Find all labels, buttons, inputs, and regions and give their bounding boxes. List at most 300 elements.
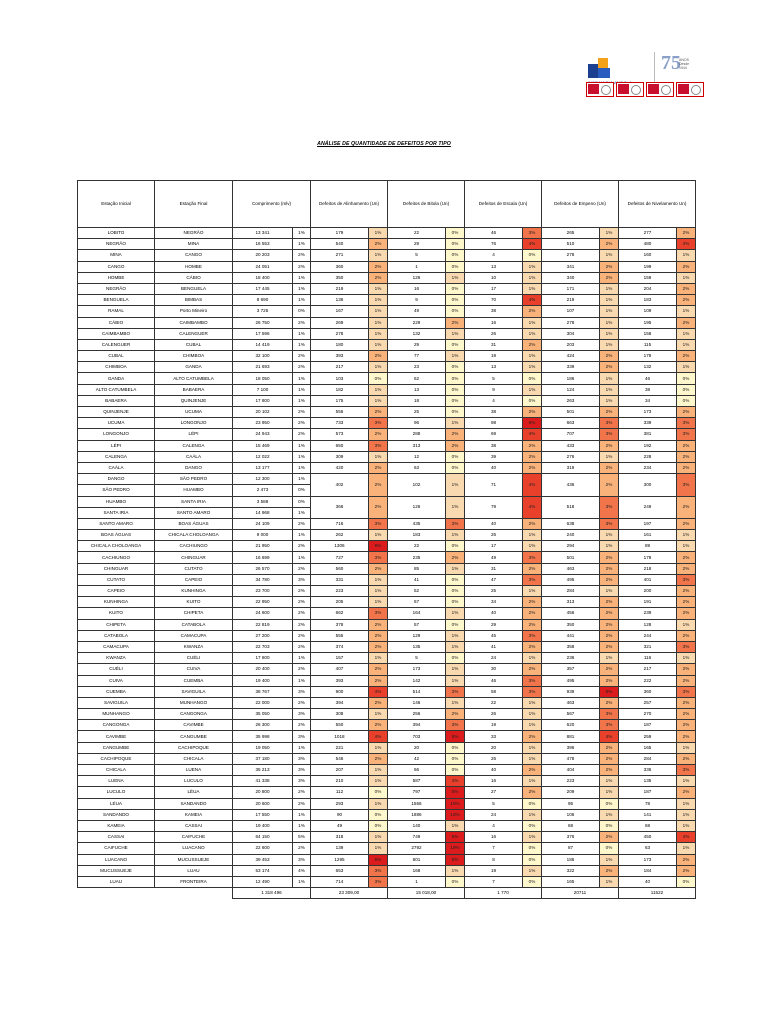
cell-alignment-pct: 0% bbox=[369, 373, 388, 384]
totals-spacer bbox=[155, 888, 233, 899]
table-row bbox=[78, 820, 696, 831]
cell-warp: 186 bbox=[542, 373, 600, 384]
cell-warp-pct: 1% bbox=[600, 653, 619, 664]
cell-gauge: 749 bbox=[388, 832, 446, 843]
cell-gauge-pct: 0% bbox=[446, 250, 465, 261]
cell-gauge: 173 bbox=[388, 664, 446, 675]
cell-start-station: DANGO bbox=[78, 474, 155, 485]
cell-alignment-pct: 2% bbox=[369, 619, 388, 630]
cell-scale-pct: 1% bbox=[523, 362, 542, 373]
cell-gauge: 41 bbox=[388, 574, 446, 585]
cell-length: 17 596 bbox=[233, 328, 293, 339]
table-row bbox=[78, 328, 696, 339]
cell-level-pct: 0% bbox=[677, 384, 696, 395]
cell-level: 228 bbox=[619, 451, 677, 462]
cell-level: 300 bbox=[619, 474, 677, 496]
cell-scale-pct: 4% bbox=[523, 496, 542, 518]
cell-length: 17 800 bbox=[233, 395, 293, 406]
cell-warp-pct: 1% bbox=[600, 306, 619, 317]
cell-length-pct: 2% bbox=[293, 697, 311, 708]
cell-length-pct: 1% bbox=[293, 809, 311, 820]
cell-scale: 31 bbox=[465, 563, 523, 574]
table-row bbox=[78, 541, 696, 552]
cell-length-pct: 1% bbox=[293, 820, 311, 831]
cell-end-station: SAVIGUILA bbox=[155, 686, 233, 697]
cell-gauge: 313 bbox=[388, 440, 446, 451]
cell-level: 141 bbox=[619, 809, 677, 820]
cell-alignment: 331 bbox=[311, 574, 369, 585]
cell-end-station: CATABOLA bbox=[155, 619, 233, 630]
cell-scale-pct: 2% bbox=[523, 407, 542, 418]
cell-start-station: NEGRÃO bbox=[78, 239, 155, 250]
cell-end-station: CANGUMBE bbox=[155, 731, 233, 742]
cell-scale: 40 bbox=[465, 608, 523, 619]
cell-alignment: 420 bbox=[311, 462, 369, 473]
cell-level-pct: 2% bbox=[677, 787, 696, 798]
cell-alignment: 360 bbox=[311, 261, 369, 272]
cell-gauge: 23 bbox=[388, 362, 446, 373]
cell-length: 8 690 bbox=[233, 295, 293, 306]
cell-length-pct: 1% bbox=[293, 373, 311, 384]
cell-scale: 24 bbox=[465, 653, 523, 664]
cell-alignment-pct: 1% bbox=[369, 250, 388, 261]
cell-end-station: CALENGA bbox=[155, 440, 233, 451]
cell-scale-pct: 0% bbox=[523, 250, 542, 261]
cell-warp: 263 bbox=[542, 395, 600, 406]
cell-length-pct: 2% bbox=[293, 787, 311, 798]
table-row bbox=[78, 462, 696, 473]
cell-start-station: LUCULO bbox=[78, 787, 155, 798]
cell-start-station: MINA bbox=[78, 250, 155, 261]
cell-gauge-pct: 2% bbox=[446, 552, 465, 563]
cell-warp: 663 bbox=[542, 418, 600, 429]
cell-warp: 341 bbox=[542, 261, 600, 272]
cell-length-pct: 2% bbox=[293, 563, 311, 574]
cell-alignment-pct: 1% bbox=[369, 798, 388, 809]
cell-level-pct: 1% bbox=[677, 776, 696, 787]
cell-end-station: CAIMBAMBO bbox=[155, 317, 233, 328]
cell-gauge: 5 bbox=[388, 250, 446, 261]
cell-warp-pct: 2% bbox=[600, 552, 619, 563]
cell-alignment-pct: 2% bbox=[369, 641, 388, 652]
cell-start-station: GANDA bbox=[78, 373, 155, 384]
cell-length-pct: 1% bbox=[293, 295, 311, 306]
cell-alignment-pct: 1% bbox=[369, 362, 388, 373]
cell-gauge: 132 bbox=[388, 328, 446, 339]
total-value: 15 018,00 bbox=[388, 888, 465, 899]
cell-scale-pct: 2% bbox=[523, 597, 542, 608]
cell-length: 15 469 bbox=[233, 440, 293, 451]
cell-gauge: 235 bbox=[388, 552, 446, 563]
cell-scale-pct: 2% bbox=[523, 641, 542, 652]
cell-scale: 8 bbox=[465, 854, 523, 865]
cell-start-station: LÉPI bbox=[78, 440, 155, 451]
cell-scale-pct: 3% bbox=[523, 552, 542, 563]
cell-scale: 31 bbox=[465, 339, 523, 350]
table-row bbox=[78, 362, 696, 373]
cell-alignment: 112 bbox=[311, 787, 369, 798]
cell-alignment: 1306 bbox=[311, 541, 369, 552]
cell-scale: 10 bbox=[465, 272, 523, 283]
cell-end-station: CAVIMBE bbox=[155, 720, 233, 731]
table-row bbox=[78, 440, 696, 451]
cell-level-pct: 4% bbox=[677, 832, 696, 843]
cell-end-station: CANGONGA bbox=[155, 709, 233, 720]
cell-level-pct: 3% bbox=[677, 474, 696, 496]
cell-scale: 49 bbox=[465, 552, 523, 563]
cell-scale-pct: 1% bbox=[523, 272, 542, 283]
cell-gauge-pct: 5% bbox=[446, 832, 465, 843]
cell-level: 165 bbox=[619, 742, 677, 753]
cell-gauge: 77 bbox=[388, 351, 446, 362]
cell-length-pct: 3% bbox=[293, 686, 311, 697]
cell-warp: 276 bbox=[542, 451, 600, 462]
cell-end-station: CHINGUAR bbox=[155, 552, 233, 563]
cell-alignment: 393 bbox=[311, 351, 369, 362]
cell-level: 192 bbox=[619, 440, 677, 451]
cell-warp: 223 bbox=[542, 776, 600, 787]
cell-scale: 9 bbox=[465, 384, 523, 395]
cell-start-station: SANTO AMARO bbox=[78, 518, 155, 529]
cell-scale: 47 bbox=[465, 574, 523, 585]
cell-scale: 7 bbox=[465, 876, 523, 887]
cell-scale-pct: 1% bbox=[523, 530, 542, 541]
cell-gauge: 29 bbox=[388, 239, 446, 250]
cell-length-pct: 2% bbox=[293, 798, 311, 809]
cell-scale-pct: 2% bbox=[523, 306, 542, 317]
cell-scale: 45 bbox=[465, 630, 523, 641]
cell-level: 63 bbox=[619, 843, 677, 854]
header-length: Comprimento (mlv) bbox=[233, 181, 311, 228]
table-row bbox=[78, 787, 696, 798]
cell-gauge-pct: 1% bbox=[446, 272, 465, 283]
cell-gauge-pct: 0% bbox=[446, 373, 465, 384]
cell-alignment-pct: 1% bbox=[369, 653, 388, 664]
cell-warp-pct: 2% bbox=[600, 608, 619, 619]
cell-end-station: ALTO CATUMBELA bbox=[155, 373, 233, 384]
cell-length: 18 050 bbox=[233, 373, 293, 384]
cell-level: 360 bbox=[619, 686, 677, 697]
cell-level: 239 bbox=[619, 608, 677, 619]
table-row bbox=[78, 731, 696, 742]
cell-level: 173 bbox=[619, 407, 677, 418]
cell-end-station: MUNHANGO bbox=[155, 697, 233, 708]
header-level-defects: Defeitos de Nivelamento Un) bbox=[619, 181, 696, 228]
cell-end-station: KWANZA bbox=[155, 641, 233, 652]
cell-gauge-pct: 0% bbox=[446, 586, 465, 597]
cell-alignment-pct: 1% bbox=[369, 228, 388, 239]
table-row bbox=[78, 641, 696, 652]
cell-length: 12 300 bbox=[233, 474, 293, 485]
cell-alignment-pct: 2% bbox=[369, 630, 388, 641]
cell-level: 259 bbox=[619, 731, 677, 742]
table-row bbox=[78, 664, 696, 675]
table-row bbox=[78, 418, 696, 429]
cell-warp: 304 bbox=[542, 328, 600, 339]
cell-warp-pct: 2% bbox=[600, 765, 619, 776]
cell-alignment: 293 bbox=[311, 798, 369, 809]
table-row bbox=[78, 295, 696, 306]
cell-gauge: 1 bbox=[388, 261, 446, 272]
cell-level: 68 bbox=[619, 820, 677, 831]
cell-length: 20 102 bbox=[233, 407, 293, 418]
cell-level-pct: 1% bbox=[677, 339, 696, 350]
table-row bbox=[78, 865, 696, 876]
cell-gauge: 2792 bbox=[388, 843, 446, 854]
cell-warp-pct: 2% bbox=[600, 597, 619, 608]
cell-start-station: BENGUELA bbox=[78, 295, 155, 306]
cell-warp: 478 bbox=[542, 753, 600, 764]
cell-alignment: 1295 bbox=[311, 854, 369, 865]
cell-length-pct: 1% bbox=[293, 653, 311, 664]
cell-length-pct: 2% bbox=[293, 351, 311, 362]
cell-length: 9 000 bbox=[233, 530, 293, 541]
cell-start-station: CAMACUPA bbox=[78, 641, 155, 652]
cell-length: 22 819 bbox=[233, 619, 293, 630]
cell-length: 21 693 bbox=[233, 362, 293, 373]
cell-warp-pct: 2% bbox=[600, 362, 619, 373]
cell-level-pct: 0% bbox=[677, 395, 696, 406]
certification-icon bbox=[646, 82, 674, 97]
cell-warp-pct: 2% bbox=[600, 239, 619, 250]
cell-scale-pct: 2% bbox=[523, 731, 542, 742]
cell-scale-pct: 2% bbox=[523, 608, 542, 619]
cell-level-pct: 2% bbox=[677, 709, 696, 720]
cell-scale: 40 bbox=[465, 765, 523, 776]
cell-start-station: LÉUA bbox=[78, 798, 155, 809]
cell-scale-pct: 1% bbox=[523, 283, 542, 294]
cell-scale: 16 bbox=[465, 317, 523, 328]
cell-scale-pct: 3% bbox=[523, 686, 542, 697]
cell-length: 22 703 bbox=[233, 641, 293, 652]
cell-level-pct: 1% bbox=[677, 250, 696, 261]
cell-warp-pct: 3% bbox=[600, 418, 619, 429]
cell-length-pct: 5% bbox=[293, 832, 311, 843]
cell-end-station: HOMBE bbox=[155, 261, 233, 272]
cell-scale-pct: 3% bbox=[523, 574, 542, 585]
cell-scale: 16 bbox=[465, 776, 523, 787]
cell-alignment: 167 bbox=[311, 306, 369, 317]
cell-alignment-pct: 1% bbox=[369, 843, 388, 854]
cell-length: 19 400 bbox=[233, 675, 293, 686]
cell-scale: 4 bbox=[465, 820, 523, 831]
cell-end-station: HUAMBO bbox=[155, 485, 233, 496]
cell-alignment: 402 bbox=[311, 474, 369, 496]
table-row bbox=[78, 574, 696, 585]
cell-length: 34 780 bbox=[233, 574, 293, 585]
cell-warp: 518 bbox=[542, 496, 600, 518]
cell-end-station: LONGONJO bbox=[155, 418, 233, 429]
cell-alignment-pct: 3% bbox=[369, 552, 388, 563]
cell-length-pct: 3% bbox=[293, 753, 311, 764]
cell-alignment-pct: 2% bbox=[369, 697, 388, 708]
cell-level: 218 bbox=[619, 563, 677, 574]
cell-length-pct: 1% bbox=[293, 228, 311, 239]
cell-warp: 638 bbox=[542, 518, 600, 529]
cell-end-station: CAÁLA bbox=[155, 451, 233, 462]
page-title: ANÁLISE DE QUANTIDADE DE DEFEITOS POR TIPO bbox=[317, 141, 451, 147]
cell-length-pct: 3% bbox=[293, 776, 311, 787]
cell-start-station: LONGONJO bbox=[78, 429, 155, 440]
cell-level-pct: 1% bbox=[677, 619, 696, 630]
cell-length: 35 050 bbox=[233, 709, 293, 720]
cell-start-station: CANGO bbox=[78, 261, 155, 272]
cell-warp: 124 bbox=[542, 384, 600, 395]
cell-end-station: CUTATO bbox=[155, 563, 233, 574]
cell-warp-pct: 0% bbox=[600, 820, 619, 831]
cell-gauge: 168 bbox=[388, 865, 446, 876]
cell-length-pct: 2% bbox=[293, 250, 311, 261]
cell-level: 480 bbox=[619, 239, 677, 250]
cell-start-station: CALENGUER bbox=[78, 339, 155, 350]
cell-length: 26 750 bbox=[233, 317, 293, 328]
cell-start-station: MUCUSSUEJE bbox=[78, 865, 155, 876]
header-alignment-defects: Defeitos de Alinhamento (Un) bbox=[311, 181, 388, 228]
cell-start-station: CACHIPOQUE bbox=[78, 753, 155, 764]
cell-level-pct: 1% bbox=[677, 742, 696, 753]
cell-level-pct: 1% bbox=[677, 530, 696, 541]
cell-start-station: KUITO bbox=[78, 608, 155, 619]
cell-level-pct: 2% bbox=[677, 675, 696, 686]
cell-alignment-pct: 2% bbox=[369, 239, 388, 250]
cell-alignment: 217 bbox=[311, 362, 369, 373]
cell-scale-pct: 2% bbox=[523, 440, 542, 451]
cell-level-pct: 3% bbox=[677, 765, 696, 776]
cell-level: 284 bbox=[619, 753, 677, 764]
cell-warp-pct: 2% bbox=[600, 697, 619, 708]
cell-alignment-pct: 1% bbox=[369, 776, 388, 787]
table-row bbox=[78, 720, 696, 731]
cell-length: 37 180 bbox=[233, 753, 293, 764]
cell-start-station: KUNHINGA bbox=[78, 597, 155, 608]
cell-length: 22 000 bbox=[233, 697, 293, 708]
cell-scale-pct: 0% bbox=[523, 373, 542, 384]
cell-gauge: 801 bbox=[388, 854, 446, 865]
cell-alignment: 318 bbox=[311, 832, 369, 843]
cell-warp: 236 bbox=[542, 653, 600, 664]
cell-scale-pct: 2% bbox=[523, 664, 542, 675]
cell-level: 270 bbox=[619, 709, 677, 720]
cell-level-pct: 2% bbox=[677, 462, 696, 473]
cell-alignment-pct: 3% bbox=[369, 876, 388, 887]
cell-warp-pct: 1% bbox=[600, 854, 619, 865]
cell-warp-pct: 1% bbox=[600, 395, 619, 406]
cell-gauge-pct: 1% bbox=[446, 641, 465, 652]
cell-scale-pct: 6% bbox=[523, 418, 542, 429]
cell-gauge: 96 bbox=[388, 418, 446, 429]
cell-scale-pct: 2% bbox=[523, 518, 542, 529]
cell-scale: 41 bbox=[465, 641, 523, 652]
cell-scale: 17 bbox=[465, 541, 523, 552]
cell-end-station: CUIVA bbox=[155, 664, 233, 675]
cell-end-station: MUCUSSUEJE bbox=[155, 854, 233, 865]
cell-start-station: HUAMBO bbox=[78, 496, 155, 507]
cell-warp: 339 bbox=[542, 362, 600, 373]
cell-level: 135 bbox=[619, 776, 677, 787]
table-row bbox=[78, 709, 696, 720]
cell-scale-pct: 1% bbox=[523, 261, 542, 272]
cell-level: 381 bbox=[619, 429, 677, 440]
cell-level: 128 bbox=[619, 619, 677, 630]
cell-gauge-pct: 1% bbox=[446, 697, 465, 708]
cell-warp: 939 bbox=[542, 686, 600, 697]
cell-length-pct: 2% bbox=[293, 720, 311, 731]
cell-gauge-pct: 1% bbox=[446, 630, 465, 641]
cell-scale: 40 bbox=[465, 462, 523, 473]
cell-scale: 69 bbox=[465, 429, 523, 440]
cell-alignment-pct: 0% bbox=[369, 787, 388, 798]
cell-length: 2 473 bbox=[233, 485, 293, 496]
cell-level: 78 bbox=[619, 798, 677, 809]
cell-scale-pct: 1% bbox=[523, 865, 542, 876]
cell-warp: 495 bbox=[542, 574, 600, 585]
cell-length-pct: 1% bbox=[293, 440, 311, 451]
cell-scale-pct: 3% bbox=[523, 630, 542, 641]
cell-length-pct: 1% bbox=[293, 742, 311, 753]
cell-start-station: CUEMBA bbox=[78, 686, 155, 697]
cell-scale-pct: 0% bbox=[523, 798, 542, 809]
cell-warp: 340 bbox=[542, 272, 600, 283]
cell-gauge-pct: 0% bbox=[446, 753, 465, 764]
cell-warp-pct: 1% bbox=[600, 250, 619, 261]
cell-end-station: SANTO AMARO bbox=[155, 507, 233, 518]
cell-start-station: KAMEIA bbox=[78, 820, 155, 831]
cell-level: 200 bbox=[619, 586, 677, 597]
cell-warp-pct: 2% bbox=[600, 753, 619, 764]
cell-warp: 203 bbox=[542, 339, 600, 350]
cell-scale-pct: 1% bbox=[523, 809, 542, 820]
cell-length: 35 213 bbox=[233, 765, 293, 776]
cell-alignment: 308 bbox=[311, 709, 369, 720]
cell-level-pct: 2% bbox=[677, 563, 696, 574]
total-value: 11522 bbox=[619, 888, 696, 899]
table-row bbox=[78, 563, 696, 574]
cell-warp-pct: 1% bbox=[600, 530, 619, 541]
cell-start-station: CUTATO bbox=[78, 574, 155, 585]
cell-end-station: CAPEIO bbox=[155, 574, 233, 585]
cell-alignment: 407 bbox=[311, 664, 369, 675]
cell-level-pct: 2% bbox=[677, 295, 696, 306]
table-row bbox=[78, 686, 696, 697]
cell-length-pct: 1% bbox=[293, 451, 311, 462]
table-row bbox=[78, 518, 696, 529]
cell-warp-pct: 1% bbox=[600, 541, 619, 552]
cell-warp: 171 bbox=[542, 283, 600, 294]
cell-gauge-pct: 0% bbox=[446, 295, 465, 306]
cell-gauge: 183 bbox=[388, 530, 446, 541]
cell-start-station: RAMAL bbox=[78, 306, 155, 317]
cell-length-pct: 1% bbox=[293, 328, 311, 339]
cell-warp: 404 bbox=[542, 765, 600, 776]
cell-level: 115 bbox=[619, 339, 677, 350]
cell-alignment: 207 bbox=[311, 765, 369, 776]
cell-gauge-pct: 0% bbox=[446, 619, 465, 630]
cell-length: 39 453 bbox=[233, 854, 293, 865]
cell-alignment-pct: 2% bbox=[369, 474, 388, 496]
cell-length-pct: 1% bbox=[293, 675, 311, 686]
cell-gauge-pct: 0% bbox=[446, 765, 465, 776]
cell-length: 41 338 bbox=[233, 776, 293, 787]
table-row bbox=[78, 765, 696, 776]
cell-scale-pct: 1% bbox=[523, 776, 542, 787]
cell-level-pct: 3% bbox=[677, 574, 696, 585]
cell-warp: 95 bbox=[542, 798, 600, 809]
cell-alignment: 205 bbox=[311, 597, 369, 608]
cell-length: 24 943 bbox=[233, 429, 293, 440]
cell-length: 14 968 bbox=[233, 507, 293, 518]
cell-length-pct: 2% bbox=[293, 664, 311, 675]
cell-start-station: MUNHANGO bbox=[78, 709, 155, 720]
